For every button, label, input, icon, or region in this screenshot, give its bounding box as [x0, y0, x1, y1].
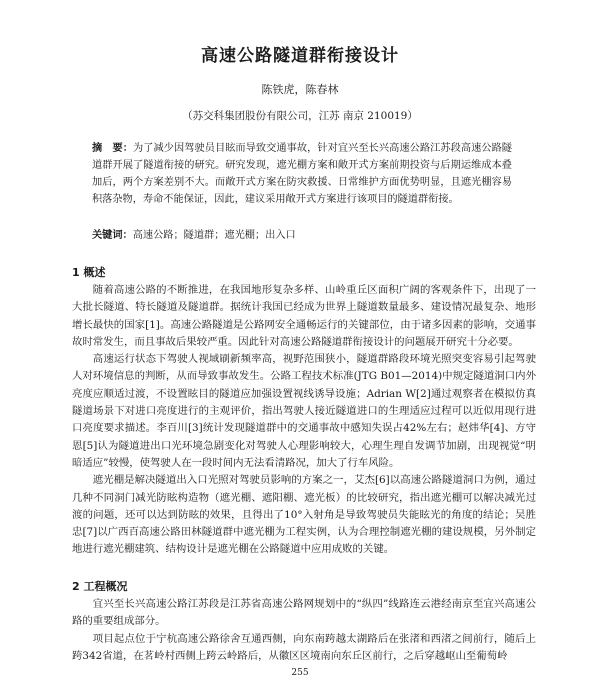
- section-body-project: [72, 596, 536, 665]
- keywords-label: 关键词：: [92, 230, 133, 241]
- section-heading-project: 2 工程概况: [72, 580, 128, 593]
- paragraph: 项目起点位于宁杭高速公路徐舍互通西侧，向东南跨越太湖路后在张渚和西渚之间前行，随后上跨342省道，在茗岭村西侧上跨云岭路后，从徽区区境南向东丘区前行，之后穿越岖山至葡萄岭: [72, 632, 536, 662]
- page-number: 255: [291, 668, 309, 678]
- paragraph: 宜兴至长兴高速公路江苏段是江苏省高速公路网规划中的“纵四”线路连云港经南京至宜兴高速公路的重要组成部分。: [72, 598, 536, 628]
- abstract-label: 摘 要：: [92, 143, 133, 154]
- abstract-block: [92, 140, 512, 208]
- section-body-overview: [72, 282, 536, 559]
- section-heading-overview: 1 概述: [72, 266, 106, 279]
- keywords-block: [92, 226, 512, 241]
- paragraph: 高速运行状态下驾驶人视域刷新频率高，视野范围狭小，隧道群路段环境光照突变容易引起驾驶人对环境信息的判断，从而导致事故发生。公路工程技术标准(JTG B01—2014)中规定隧道洞口内外亮度应顺适过渡，不设置眩目的隧道应加强设置视线诱导设施；Adrian W[2]通过观察者在模拟仿真隧道场景下对进口亮度进行的主观评价，指出驾驶人接近隧道进口的生理适应过程可以近似用现行进口亮度要求描述。李百川[3]统计发现隧道群中的交通事故中感知失误占42%左右；赵炜华[4]、方守恩[5]认为隧道进出口光环境急剧变化对驾驶人心理影响较大，心理生理自发调节加剧，出现视觉“明暗适应”较慢，使驾驶人在一段时间内无法看清路况，加大了行车风险。: [72, 353, 536, 469]
- paragraph: 随着高速公路的不断推进，在我国地形复杂多样、山岭重丘区面积广阔的客观条件下，出现了一大批长隧道、特长隧道及隧道群。据统计我国已经成为世界上隧道数量最多、建设情况最复杂、地形增长最快的国家[1]。高速公路隧道是公路网安全通畅运行的关键部位，由于诸多因素的影响，交通事故时常发生，而且事故后果较严重。因此针对高速公路隧道群衔接设计的问题展开研究十分必要。: [72, 284, 536, 348]
- author-line: 陈铁虎，陈春林: [261, 83, 339, 96]
- affiliation-line: （苏交科集团股份有限公司，江苏 南京 210019）: [182, 110, 418, 122]
- paragraph: 遮光棚是解决隧道出入口光照对驾驶员影响的方案之一，艾杰[6]以高速公路隧道洞口为例，通过几种不同洞门减光防眩构造物（遮光棚、遮阳棚、遮光板）的比较研究，指出遮光棚可以解决减光过渡的问题，还可以达到防眩的效果，且得出了10°入射角是导致驾驶员失能眩光的角度的结论；吴胜忠[7]以广西百高速公路田林隧道群中遮光棚为工程实例，认为合理控制遮光棚的建设规模，另外制定地进行遮光棚建筑、结构设计是遮光棚在公路隧道中应用成败的关键。: [72, 474, 536, 556]
- keywords-text: 高速公路；隧道群；遮光棚；出入口: [132, 230, 296, 241]
- paper-title: 高速公路隧道群衔接设计: [201, 46, 399, 66]
- abstract-text: 为了减少因驾驶员目眩而导致交通事故，针对宜兴至长兴高速公路江苏段高速公路隧道群开展了隧道衔接的研究。研究发现，遮光棚方案和敞开式方案前期投资与后期运维成本叠加后，两个方案差别不大。而敞开式方案在防灾救援、日常维护方面优势明显，且遮光棚容易积落杂物，寿命不能保证，因此，建议采用敞开式方案进行该项目的隧道群衔接。: [92, 143, 512, 205]
